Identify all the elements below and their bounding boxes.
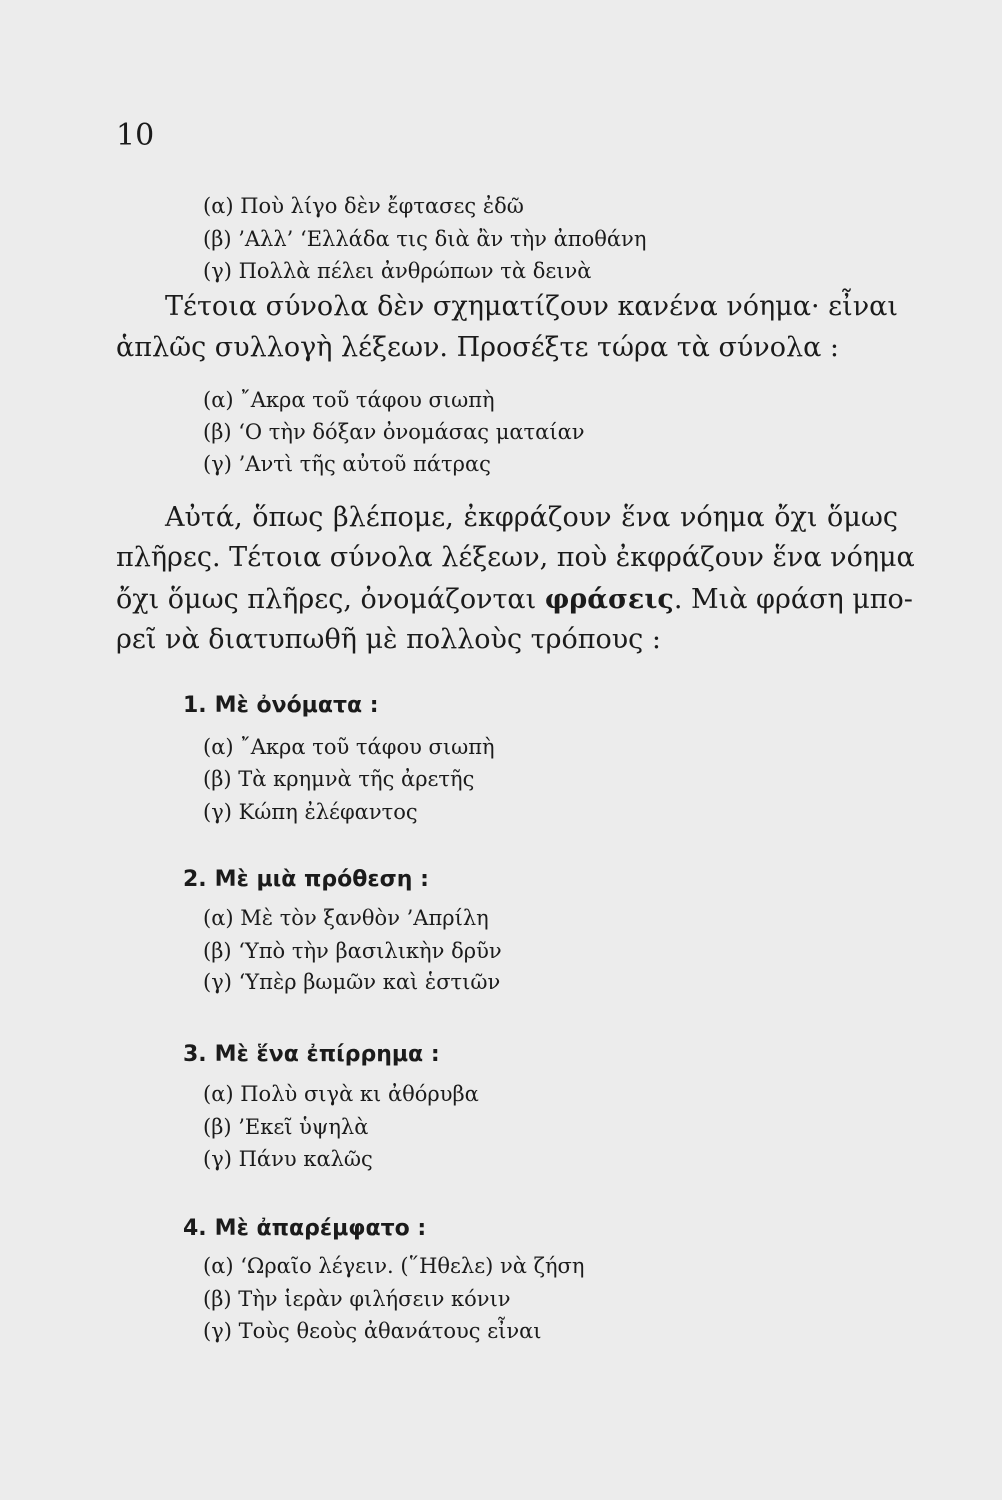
- term-phraseis: φράσεις: [544, 584, 674, 615]
- example-item: (γ) Τοὺς θεοὺς ἀθανάτους εἶναι: [203, 1319, 542, 1343]
- paragraph-line: Αὐτά, ὅπως βλέπομε, ἐκφράζουν ἕνα νόημα ὄχι ὅμως: [165, 502, 898, 533]
- section-number: 1.: [183, 693, 207, 718]
- section-heading: [183, 1213, 426, 1245]
- paragraph-line: ἁπλῶς συλλογὴ λέξεων. Προσέξτε τώρα τὰ σύνολα :: [116, 332, 839, 363]
- example-item: (α) Ποὺ λίγο δὲν ἔφτασες ἐδῶ: [203, 194, 524, 218]
- section-number: 2.: [183, 867, 207, 892]
- example-item: (γ) Κώπη ἐλέφαντος: [203, 800, 418, 824]
- paragraph-line: Τέτοια σύνολα δὲν σχηματίζουν κανένα νόημα· εἶναι: [165, 291, 898, 322]
- paragraph-text: ὄχι ὅμως πλῆρες, ὀνομάζονται: [116, 584, 545, 615]
- example-item: (β) ’Αλλ’ ‘Ελλάδα τις διὰ ἂν τὴν ἀποθάνη: [203, 227, 647, 251]
- section-title: Μὲ μιὰ πρόθεση :: [214, 867, 429, 892]
- section-title: Μὲ ἕνα ἐπίρρημα :: [214, 1042, 440, 1067]
- example-item: (α) ῎Ακρα τοῦ τάφου σιωπὴ: [203, 388, 495, 412]
- section-number: 4.: [183, 1216, 207, 1241]
- example-item: (β) Τὰ κρημνὰ τῆς ἀρετῆς: [203, 767, 475, 791]
- example-item: (β) ‘Ο τὴν δόξαν ὀνομάσας ματαίαν: [203, 420, 585, 444]
- example-item: (α) ῎Ακρα τοῦ τάφου σιωπὴ: [203, 735, 495, 759]
- example-item: (γ) Πάνυ καλῶς: [203, 1147, 373, 1171]
- example-item: (γ) Πολλὰ πέλει ἀνθρώπων τὰ δεινὰ: [203, 259, 592, 283]
- section-heading: [183, 690, 379, 722]
- example-item: (β) Τὴν ἱερὰν φιλήσειν κόνιν: [203, 1287, 511, 1311]
- example-item: (α) Πολὺ σιγὰ κι ἀθόρυβα: [203, 1082, 479, 1106]
- example-item: (α) Μὲ τὸν ξανθὸν ’Απρίλη: [203, 906, 489, 930]
- section-title: Μὲ ἀπαρέμφατο :: [214, 1216, 427, 1241]
- section-heading: [183, 1039, 440, 1071]
- section-heading: [183, 864, 429, 896]
- example-item: (γ) ‘Υπὲρ βωμῶν καὶ ἑστιῶν: [203, 970, 501, 994]
- example-item: (β) ’Εκεῖ ὑψηλὰ: [203, 1115, 369, 1139]
- section-number: 3.: [183, 1042, 207, 1067]
- paragraph-line: ρεῖ νὰ διατυπωθῆ μὲ πολλοὺς τρόπους :: [116, 624, 661, 655]
- page-number: 10: [116, 118, 155, 153]
- paragraph-line: πλῆρες. Τέτοια σύνολα λέξεων, ποὺ ἐκφράζουν ἕνα νόημα: [116, 542, 915, 573]
- paragraph-text: . Μιὰ φράση μπο-: [673, 584, 913, 615]
- example-item: (α) ‘Ωραῖο λέγειν. (῞Ηθελε) νὰ ζήση: [203, 1254, 585, 1278]
- example-item: (β) ‘Υπὸ τὴν βασιλικὴν δρῦν: [203, 939, 502, 963]
- example-item: (γ) ’Αντὶ τῆς αὐτοῦ πάτρας: [203, 452, 491, 476]
- paragraph-line: [116, 582, 913, 618]
- section-title: Μὲ ὀνόματα :: [214, 693, 379, 718]
